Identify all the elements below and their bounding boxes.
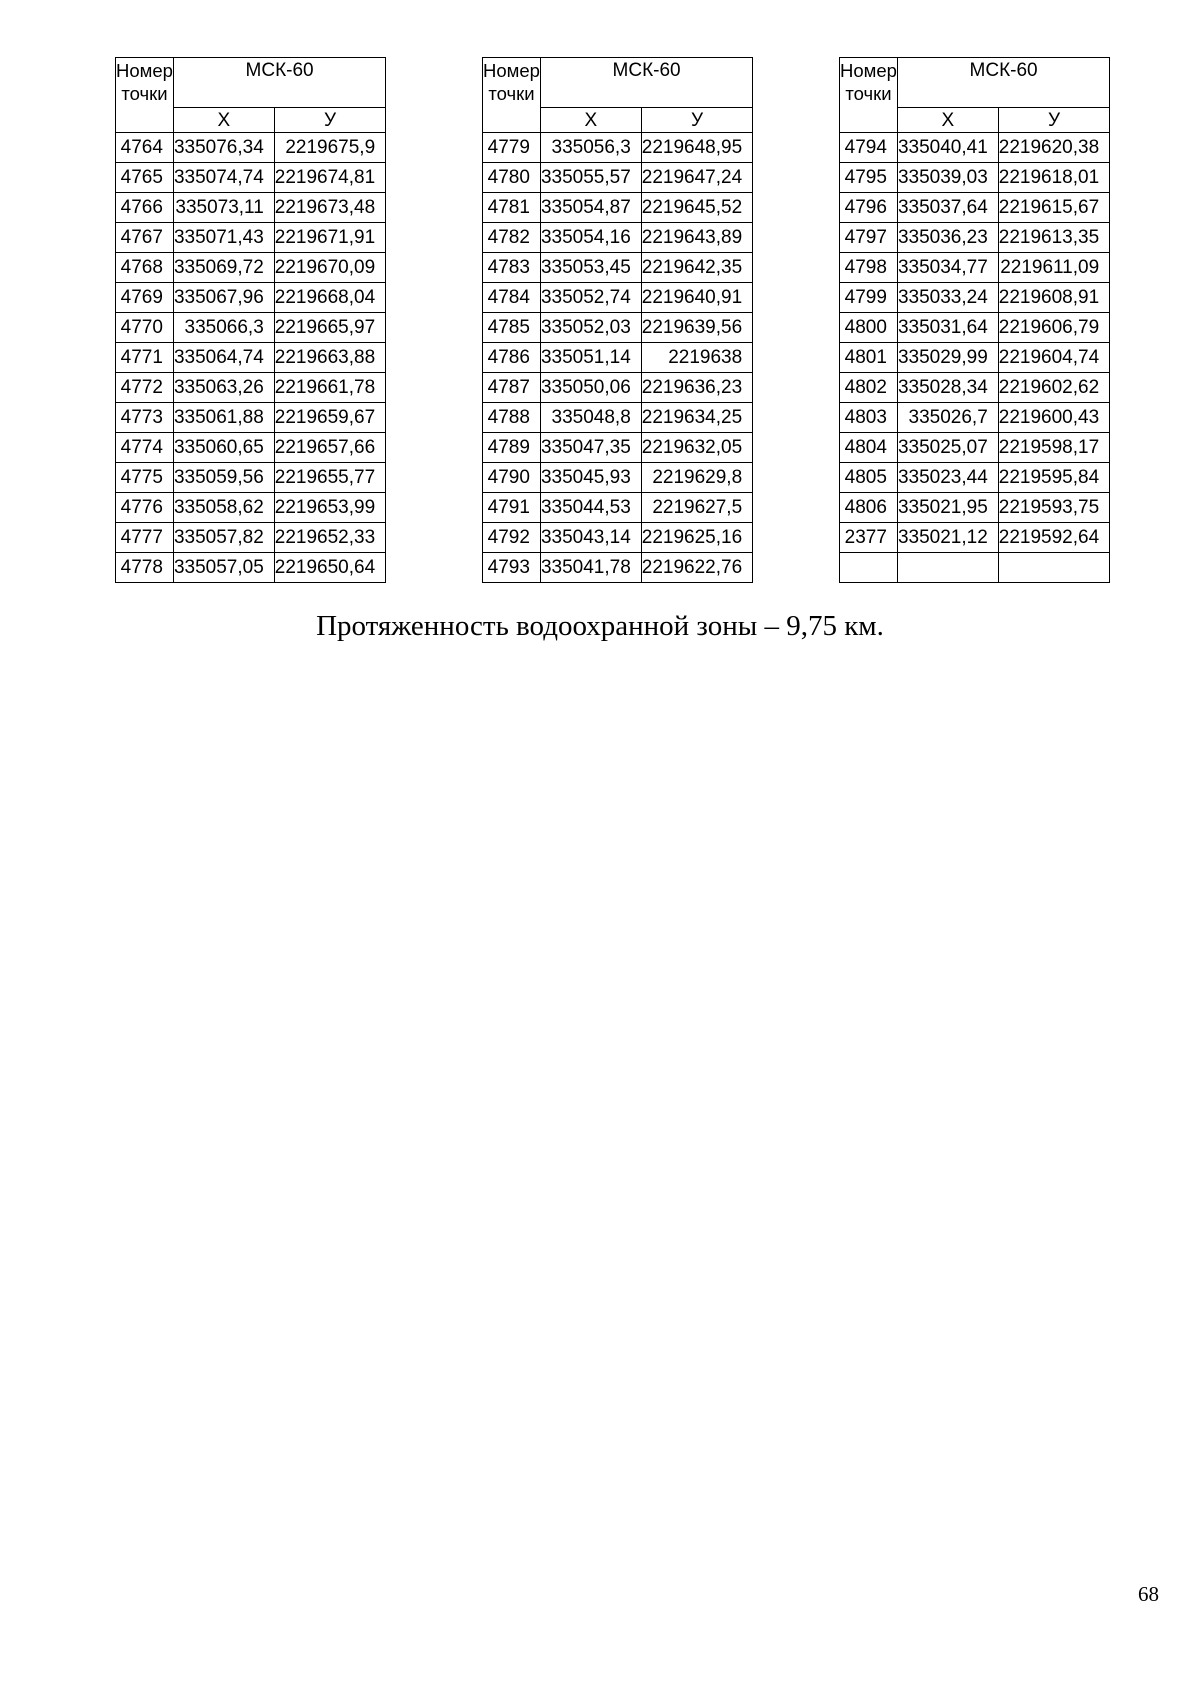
x-value: 335056,3 xyxy=(540,133,641,163)
point-number: 4794 xyxy=(840,133,898,163)
table-row xyxy=(840,283,1110,313)
y-value: 2219608,91 xyxy=(998,283,1109,313)
y-column-header: У xyxy=(998,108,1109,133)
y-value: 2219593,75 xyxy=(998,493,1109,523)
point-number: 4801 xyxy=(840,343,898,373)
y-value: 2219602,62 xyxy=(998,373,1109,403)
x-value: 335047,35 xyxy=(540,433,641,463)
x-column-header: Х xyxy=(540,108,641,133)
x-value: 335044,53 xyxy=(540,493,641,523)
table-row xyxy=(116,223,386,253)
page-number: 68 xyxy=(1138,1582,1159,1606)
x-value: 335043,14 xyxy=(540,523,641,553)
y-value: 2219598,17 xyxy=(998,433,1109,463)
x-column-header: Х xyxy=(897,108,998,133)
x-value: 335026,7 xyxy=(897,403,998,433)
table-row xyxy=(483,433,753,463)
coordinate-system-header: МСК-60 xyxy=(173,58,385,108)
x-value: 335053,45 xyxy=(540,253,641,283)
y-value: 2219665,97 xyxy=(274,313,385,343)
x-value xyxy=(897,553,998,583)
x-value: 335050,06 xyxy=(540,373,641,403)
y-value: 2219611,09 xyxy=(998,253,1109,283)
table-row xyxy=(116,163,386,193)
y-value xyxy=(998,553,1109,583)
x-value: 335023,44 xyxy=(897,463,998,493)
point-number-header: Номер точки xyxy=(116,58,174,133)
table-row xyxy=(840,163,1110,193)
y-value: 2219595,84 xyxy=(998,463,1109,493)
x-value: 335074,74 xyxy=(173,163,274,193)
point-number: 4777 xyxy=(116,523,174,553)
x-value: 335034,77 xyxy=(897,253,998,283)
x-column-header: Х xyxy=(173,108,274,133)
table-row xyxy=(483,493,753,523)
x-value: 335041,78 xyxy=(540,553,641,583)
table-row xyxy=(116,313,386,343)
point-number: 4785 xyxy=(483,313,541,343)
y-value: 2219663,88 xyxy=(274,343,385,373)
x-value: 335055,57 xyxy=(540,163,641,193)
y-value: 2219675,9 xyxy=(274,133,385,163)
table-row xyxy=(840,313,1110,343)
table-row xyxy=(483,313,753,343)
x-value: 335051,14 xyxy=(540,343,641,373)
x-value: 335028,34 xyxy=(897,373,998,403)
point-number-header: Номер точки xyxy=(483,58,541,133)
table-row xyxy=(483,283,753,313)
x-value: 335036,23 xyxy=(897,223,998,253)
x-value: 335057,82 xyxy=(173,523,274,553)
x-value: 335059,56 xyxy=(173,463,274,493)
point-number: 4773 xyxy=(116,403,174,433)
table-row xyxy=(116,553,386,583)
x-value: 335067,96 xyxy=(173,283,274,313)
table-row xyxy=(116,373,386,403)
y-value: 2219638 xyxy=(641,343,752,373)
y-value: 2219615,67 xyxy=(998,193,1109,223)
x-value: 335052,03 xyxy=(540,313,641,343)
point-number: 4798 xyxy=(840,253,898,283)
coordinate-system-header: МСК-60 xyxy=(540,58,752,108)
point-number: 4781 xyxy=(483,193,541,223)
point-number: 4787 xyxy=(483,373,541,403)
point-number: 4770 xyxy=(116,313,174,343)
coordinate-table xyxy=(839,57,1110,583)
y-value: 2219636,23 xyxy=(641,373,752,403)
point-number: 4776 xyxy=(116,493,174,523)
x-value: 335052,74 xyxy=(540,283,641,313)
point-number: 4803 xyxy=(840,403,898,433)
x-value: 335060,65 xyxy=(173,433,274,463)
x-value: 335069,72 xyxy=(173,253,274,283)
point-number: 4793 xyxy=(483,553,541,583)
table-row xyxy=(116,193,386,223)
table-row xyxy=(840,343,1110,373)
y-value: 2219639,56 xyxy=(641,313,752,343)
table-row xyxy=(483,193,753,223)
y-value: 2219606,79 xyxy=(998,313,1109,343)
x-value: 335076,34 xyxy=(173,133,274,163)
coordinate-system-header: МСК-60 xyxy=(897,58,1109,108)
y-value: 2219659,67 xyxy=(274,403,385,433)
x-value: 335045,93 xyxy=(540,463,641,493)
table-row xyxy=(116,253,386,283)
table-row xyxy=(116,493,386,523)
table-row xyxy=(483,403,753,433)
table-row xyxy=(840,433,1110,463)
y-value: 2219632,05 xyxy=(641,433,752,463)
point-number: 4772 xyxy=(116,373,174,403)
y-column-header: У xyxy=(274,108,385,133)
table-row xyxy=(840,133,1110,163)
table-row xyxy=(840,493,1110,523)
y-value: 2219634,25 xyxy=(641,403,752,433)
x-value: 335040,41 xyxy=(897,133,998,163)
y-value: 2219618,01 xyxy=(998,163,1109,193)
point-number: 4782 xyxy=(483,223,541,253)
coordinate-table xyxy=(482,57,753,583)
table-row xyxy=(840,403,1110,433)
table-row xyxy=(116,133,386,163)
point-number: 4805 xyxy=(840,463,898,493)
point-number: 4789 xyxy=(483,433,541,463)
x-value: 335064,74 xyxy=(173,343,274,373)
table-row xyxy=(483,523,753,553)
table-row xyxy=(840,523,1110,553)
y-value: 2219629,8 xyxy=(641,463,752,493)
table-row xyxy=(483,373,753,403)
x-value: 335037,64 xyxy=(897,193,998,223)
y-value: 2219640,91 xyxy=(641,283,752,313)
point-number: 4790 xyxy=(483,463,541,493)
y-value: 2219670,09 xyxy=(274,253,385,283)
x-value: 335071,43 xyxy=(173,223,274,253)
y-value: 2219661,78 xyxy=(274,373,385,403)
y-value: 2219650,64 xyxy=(274,553,385,583)
point-number: 4795 xyxy=(840,163,898,193)
y-value: 2219645,52 xyxy=(641,193,752,223)
y-value: 2219643,89 xyxy=(641,223,752,253)
point-number: 4778 xyxy=(116,553,174,583)
table-row xyxy=(483,253,753,283)
point-number: 2377 xyxy=(840,523,898,553)
y-value: 2219625,16 xyxy=(641,523,752,553)
y-value: 2219627,5 xyxy=(641,493,752,523)
point-number: 4806 xyxy=(840,493,898,523)
point-number: 4771 xyxy=(116,343,174,373)
point-number: 4767 xyxy=(116,223,174,253)
coordinate-table xyxy=(115,57,386,583)
point-number: 4786 xyxy=(483,343,541,373)
x-value: 335025,07 xyxy=(897,433,998,463)
x-value: 335063,26 xyxy=(173,373,274,403)
point-number-header: Номер точки xyxy=(840,58,898,133)
x-value: 335048,8 xyxy=(540,403,641,433)
table-row xyxy=(483,223,753,253)
table-row xyxy=(116,463,386,493)
point-number: 4775 xyxy=(116,463,174,493)
point-number: 4768 xyxy=(116,253,174,283)
point-number: 4797 xyxy=(840,223,898,253)
y-value: 2219622,76 xyxy=(641,553,752,583)
table-row xyxy=(116,523,386,553)
table-row xyxy=(840,553,1110,583)
x-value: 335039,03 xyxy=(897,163,998,193)
point-number: 4765 xyxy=(116,163,174,193)
table-row xyxy=(840,463,1110,493)
y-value: 2219620,38 xyxy=(998,133,1109,163)
zone-length-summary: Протяженность водоохранной зоны – 9,75 км. xyxy=(316,610,884,642)
x-value: 335061,88 xyxy=(173,403,274,433)
y-value: 2219592,64 xyxy=(998,523,1109,553)
table-row xyxy=(840,193,1110,223)
table-row xyxy=(840,373,1110,403)
point-number: 4799 xyxy=(840,283,898,313)
point-number: 4796 xyxy=(840,193,898,223)
point-number: 4764 xyxy=(116,133,174,163)
x-value: 335029,99 xyxy=(897,343,998,373)
point-number: 4780 xyxy=(483,163,541,193)
x-value: 335058,62 xyxy=(173,493,274,523)
point-number: 4804 xyxy=(840,433,898,463)
table-row xyxy=(116,433,386,463)
y-value: 2219613,35 xyxy=(998,223,1109,253)
y-value: 2219653,99 xyxy=(274,493,385,523)
table-row xyxy=(116,343,386,373)
point-number xyxy=(840,553,898,583)
point-number: 4784 xyxy=(483,283,541,313)
y-value: 2219673,48 xyxy=(274,193,385,223)
point-number: 4800 xyxy=(840,313,898,343)
point-number: 4766 xyxy=(116,193,174,223)
x-value: 335066,3 xyxy=(173,313,274,343)
y-value: 2219647,24 xyxy=(641,163,752,193)
y-value: 2219652,33 xyxy=(274,523,385,553)
table-row xyxy=(483,133,753,163)
y-value: 2219604,74 xyxy=(998,343,1109,373)
x-value: 335073,11 xyxy=(173,193,274,223)
x-value: 335021,12 xyxy=(897,523,998,553)
y-value: 2219648,95 xyxy=(641,133,752,163)
point-number: 4802 xyxy=(840,373,898,403)
y-value: 2219668,04 xyxy=(274,283,385,313)
point-number: 4774 xyxy=(116,433,174,463)
table-row xyxy=(116,283,386,313)
table-row xyxy=(116,403,386,433)
x-value: 335057,05 xyxy=(173,553,274,583)
table-row xyxy=(483,163,753,193)
point-number: 4792 xyxy=(483,523,541,553)
y-value: 2219657,66 xyxy=(274,433,385,463)
y-value: 2219655,77 xyxy=(274,463,385,493)
x-value: 335021,95 xyxy=(897,493,998,523)
y-value: 2219674,81 xyxy=(274,163,385,193)
x-value: 335054,87 xyxy=(540,193,641,223)
point-number: 4783 xyxy=(483,253,541,283)
table-row xyxy=(483,343,753,373)
x-value: 335033,24 xyxy=(897,283,998,313)
point-number: 4788 xyxy=(483,403,541,433)
point-number: 4769 xyxy=(116,283,174,313)
point-number: 4779 xyxy=(483,133,541,163)
y-value: 2219600,43 xyxy=(998,403,1109,433)
y-value: 2219671,91 xyxy=(274,223,385,253)
table-row xyxy=(483,553,753,583)
table-row xyxy=(840,223,1110,253)
table-row xyxy=(840,253,1110,283)
table-row xyxy=(483,463,753,493)
x-value: 335054,16 xyxy=(540,223,641,253)
y-value: 2219642,35 xyxy=(641,253,752,283)
point-number: 4791 xyxy=(483,493,541,523)
x-value: 335031,64 xyxy=(897,313,998,343)
y-column-header: У xyxy=(641,108,752,133)
